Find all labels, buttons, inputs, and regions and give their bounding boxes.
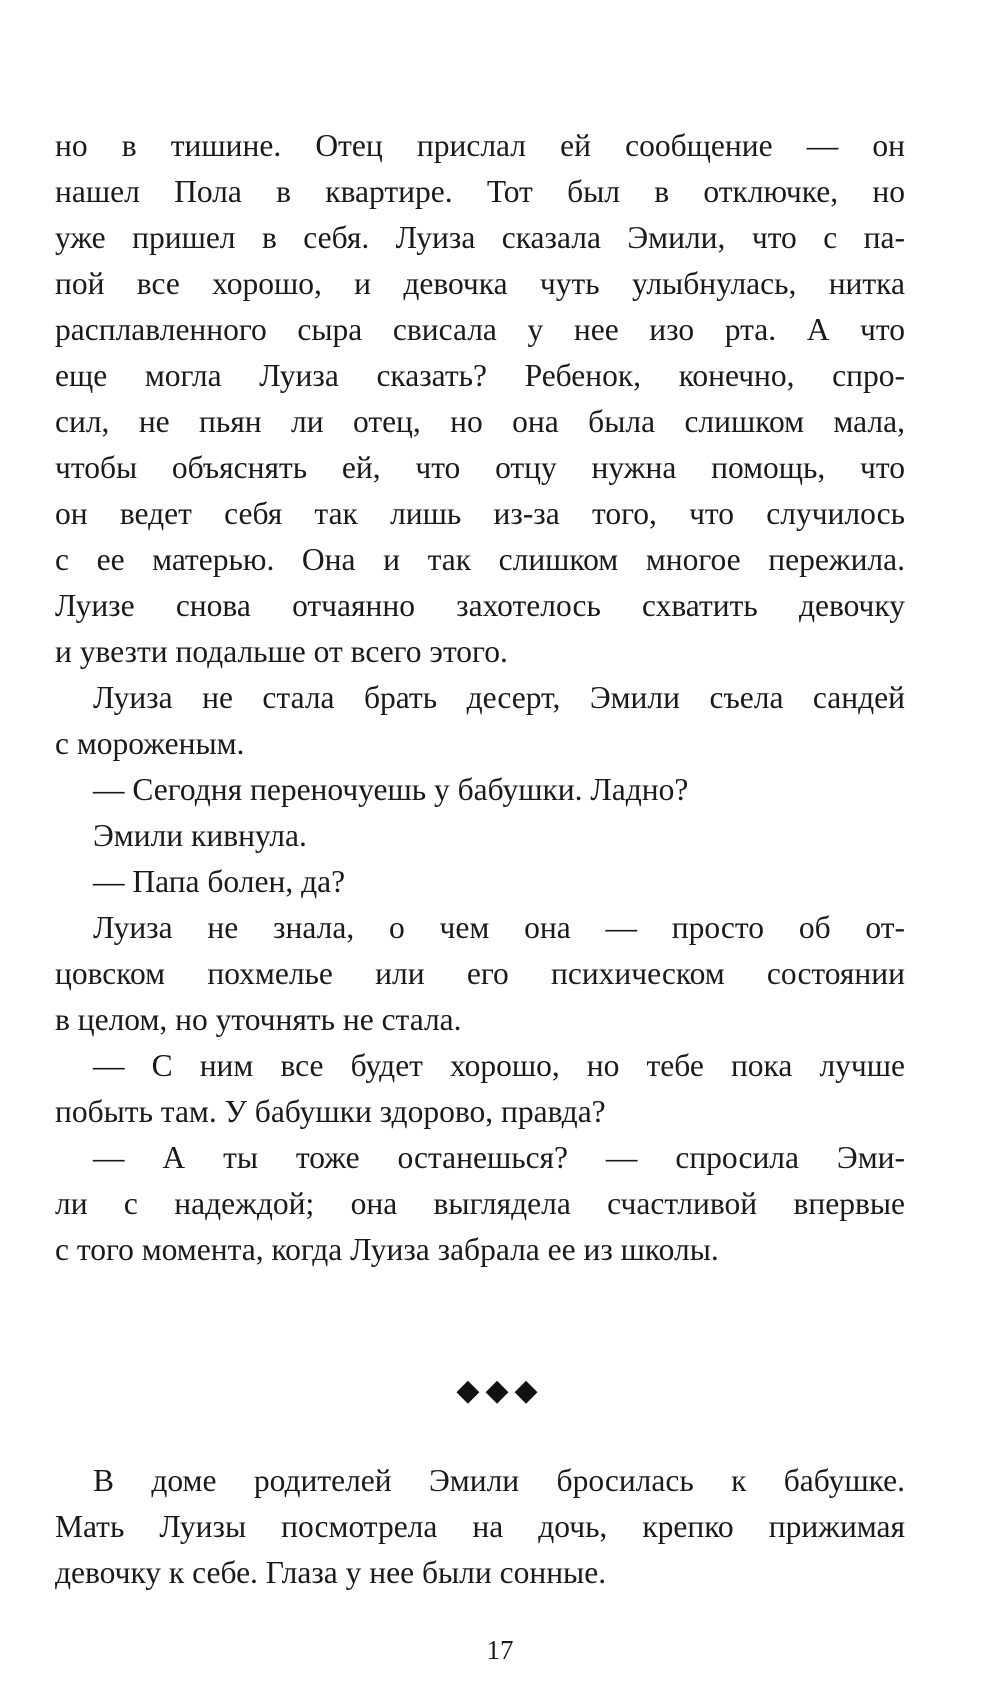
text-line: и увезти подальше от всего этого. <box>55 634 508 669</box>
text-line: ли с надеждой; она выглядела счастливой впервые <box>55 1186 905 1221</box>
text-line: чтобы объяснять ей, что отцу нужна помощь, что <box>55 450 905 485</box>
paragraph-first-line: Луиза не стала брать десерт, Эмили съела сандей <box>93 680 905 715</box>
dialogue-line: — С ним все будет хорошо, но тебе пока лучше <box>93 1048 905 1083</box>
text-line: с того момента, когда Луиза забрала ее из школы. <box>55 1232 719 1267</box>
page-number: 17 <box>486 1635 514 1665</box>
text-line: Мать Луизы посмотрела на дочь, крепко прижимая <box>55 1509 905 1544</box>
text-line: расплавленного сыра свисала у нее изо рта. А что <box>55 312 905 347</box>
body-text-block <box>55 123 905 1273</box>
text-line: сил, не пьян ли отец, но она была слишком мала, <box>55 404 905 439</box>
text-line: побыть там. У бабушки здорово, правда? <box>55 1094 606 1129</box>
text-line: пой все хорошо, и девочка чуть улыбнулась, нитка <box>55 266 905 301</box>
section-separator: ◆◆◆ <box>456 1373 544 1408</box>
paragraph-first-line: В доме родителей Эмили бросилась к бабушке. <box>93 1463 905 1498</box>
text-line: уже пришел в себя. Луиза сказала Эмили, что с па- <box>55 220 905 255</box>
paragraph-first-line: Луиза не знала, о чем она — просто об от- <box>93 910 905 945</box>
text-line: еще могла Луиза сказать? Ребенок, конечно, спро- <box>55 358 905 393</box>
text-line: с мороженым. <box>55 726 245 761</box>
text-line: нашел Пола в квартире. Тот был в отключке, но <box>55 174 905 209</box>
text-line: но в тишине. Отец прислал ей сообщение — он <box>55 128 905 163</box>
dialogue-line: — Папа болен, да? <box>93 864 346 899</box>
text-line: он ведет себя так лишь из-за того, что случилось <box>55 496 905 531</box>
body-text-block <box>55 1458 905 1596</box>
text-line: девочку к себе. Глаза у нее были сонные. <box>55 1555 607 1590</box>
text-line: в целом, но уточнять не стала. <box>55 1002 462 1037</box>
text-line: Луизе снова отчаянно захотелось схватить девочку <box>55 588 905 623</box>
paragraph-first-line: Эмили кивнула. <box>93 818 307 853</box>
dialogue-line: — Сегодня переночуешь у бабушки. Ладно? <box>93 772 689 807</box>
text-line: цовском похмелье или его психическом состоянии <box>55 956 905 991</box>
dialogue-line: — А ты тоже останешься? — спросила Эми- <box>93 1140 905 1175</box>
text-line: с ее матерью. Она и так слишком многое пережила. <box>55 542 905 577</box>
